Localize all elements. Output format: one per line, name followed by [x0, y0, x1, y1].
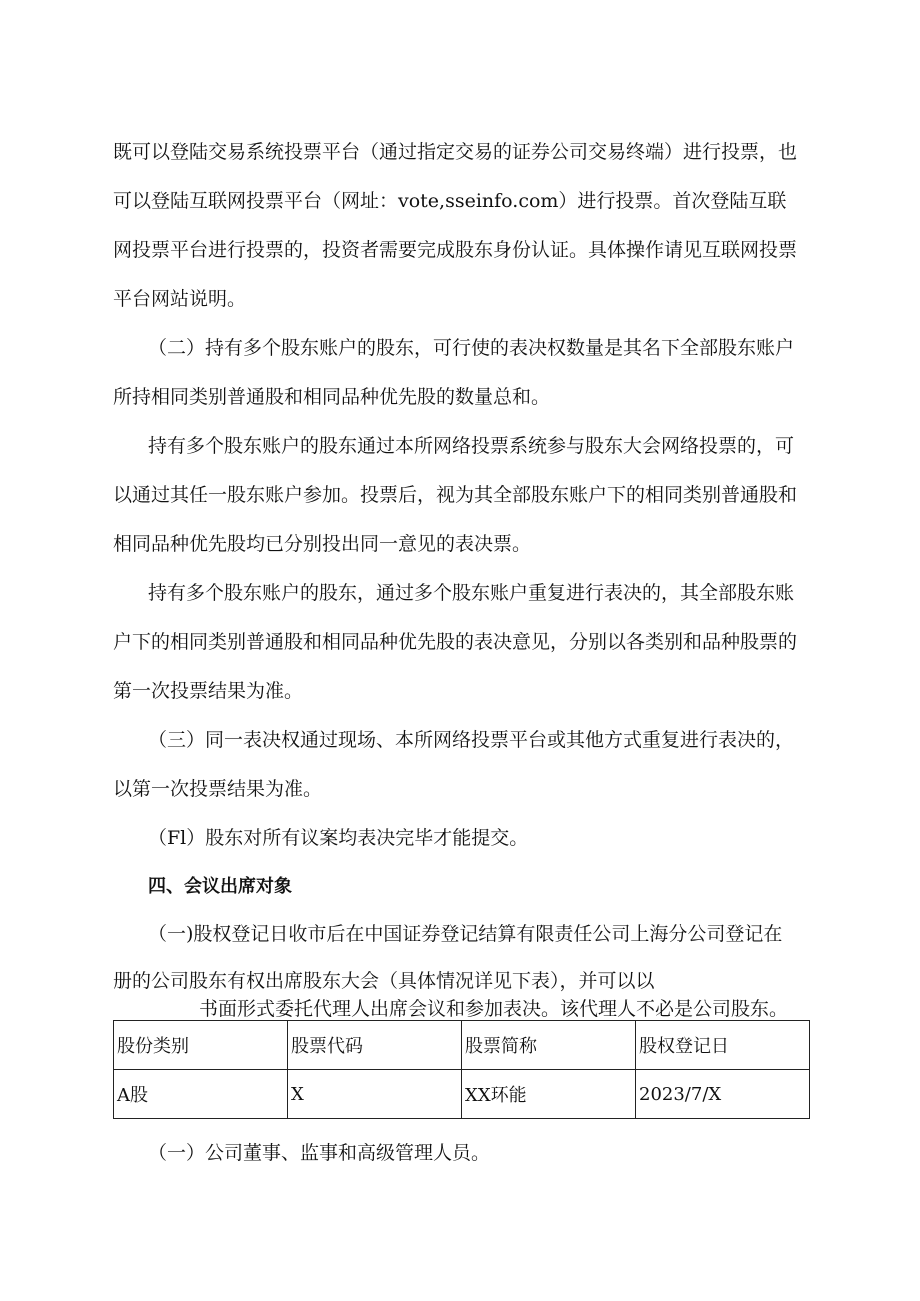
table-header-cell: 股份类别	[114, 1021, 288, 1070]
paragraph-line: 持有多个股东账户的股东通过本所网络投票系统参与股东大会网络投票的，可	[148, 435, 795, 457]
paragraph-line: 书面形式委托代理人出席会议和参加表决。该代理人不必是公司股东。	[199, 998, 789, 1020]
table-cell: X	[288, 1070, 462, 1119]
paragraph-line: 网投票平台进行投票的，投资者需要完成股东身份认证。具体操作请见互联网投票	[113, 239, 798, 261]
paragraph-line: 平台网站说明。	[113, 288, 247, 310]
paragraph-line: 册的公司股东有权出席股东大会（具体情况详见下表），并可以以	[113, 970, 655, 992]
paragraph-line: 持有多个股东账户的股东，通过多个股东账户重复进行表决的，其全部股东账	[148, 582, 795, 604]
table-cell: XX环能	[462, 1070, 636, 1119]
paragraph-line: （二）持有多个股东账户的股东，可行使的表决权数量是其名下全部股东账户	[148, 337, 795, 359]
paragraph-line: 户下的相同类别普通股和相同品种优先股的表决意见，分别以各类别和品种股票的	[113, 631, 798, 653]
table-header-cell: 股票代码	[288, 1021, 462, 1070]
registration-table	[113, 1020, 810, 1119]
paragraph-line: 以第一次投票结果为准。	[113, 778, 323, 800]
table-cell: 2023/7/X	[636, 1070, 810, 1119]
table-cell: A股	[114, 1070, 288, 1119]
paragraph-line: 既可以登陆交易系统投票平台（通过指定交易的证券公司交易终端）进行投票，也	[113, 141, 798, 163]
paragraph-line: （一)股权登记日收市后在中国证券登记结算有限责任公司上海分公司登记在	[148, 923, 783, 945]
table-header-row	[114, 1021, 810, 1070]
paragraph-line: 第一次投票结果为准。	[113, 680, 304, 702]
table-header-cell: 股权登记日	[636, 1021, 810, 1070]
paragraph-line: 以通过其任一股东账户参加。投票后，视为其全部股东账户下的相同类别普通股和	[113, 484, 798, 506]
paragraph-line: （一）公司董事、监事和高级管理人员。	[148, 1142, 491, 1164]
paragraph-line: 可以登陆互联网投票平台（网址：vote,sseinfo.com）进行投票。首次登陆互联	[113, 190, 787, 212]
paragraph-line: （三）同一表决权通过现场、本所网络投票平台或其他方式重复进行表决的，	[148, 729, 795, 751]
paragraph-line: 所持相同类别普通股和相同品种优先股的数量总和。	[113, 386, 551, 408]
section-heading: 四、会议出席对象	[148, 876, 292, 897]
table-row	[114, 1070, 810, 1119]
paragraph-line: 相同品种优先股均已分别投出同一意见的表决票。	[113, 533, 532, 555]
paragraph-line: （Fl）股东对所有议案均表决完毕才能提交。	[148, 827, 529, 849]
table-header-cell: 股票简称	[462, 1021, 636, 1070]
